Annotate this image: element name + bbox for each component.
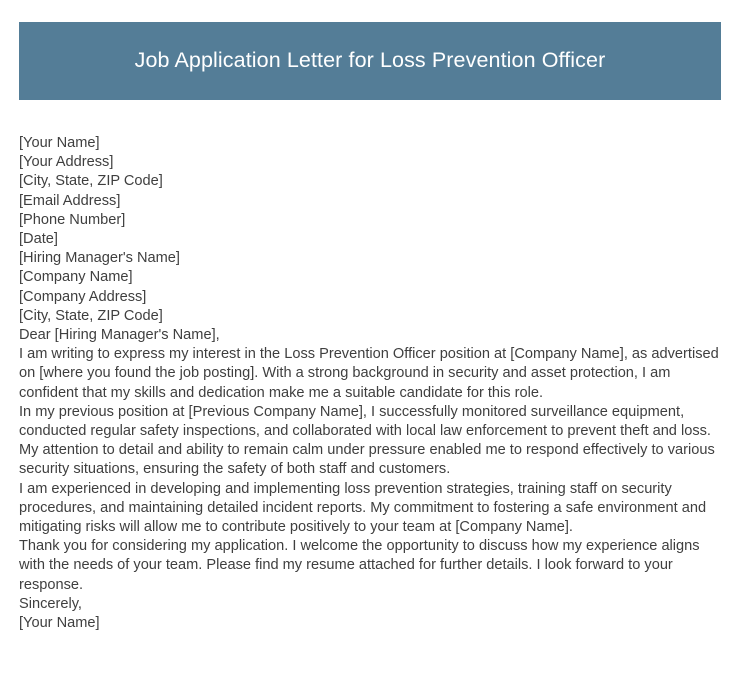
closing-line: Sincerely, — [19, 595, 82, 612]
body-paragraph-2: In my previous position at [Previous Company Name], I successfully monitored surveillance equipment, conducted regular safety inspections, and collaborated with local law enforcement to prevent theft and loss. My attention to detail and ability to remain calm under pressure enabled me to respond effectively to various security situations, ensuring the safety of both staff and customers. — [19, 403, 715, 478]
recipient-address-line: [Company Address] — [19, 288, 147, 305]
page-title: Job Application Letter for Loss Prevention Officer — [134, 48, 606, 73]
sender-phone-line: [Phone Number] — [19, 211, 126, 228]
sender-name-line: [Your Name] — [19, 135, 100, 151]
date-line: [Date] — [19, 231, 58, 248]
recipient-company-line: [Company Name] — [19, 269, 133, 286]
body-paragraph-4: Thank you for considering my application. I welcome the opportunity to discuss how my experience aligns with the needs of your team. Please find my resume attached for further details. I look forward to your response. — [19, 538, 700, 593]
recipient-city-line: [City, State, ZIP Code] — [19, 307, 163, 324]
salutation-line: Dear [Hiring Manager's Name], — [19, 327, 220, 344]
body-paragraph-1: I am writing to express my interest in the Loss Prevention Officer position at [Company Name], as advertised on [where you found the job posting]. With a strong background in security and asset protection, I am confident that my skills and dedication make me a suitable candidate for this role. — [19, 346, 719, 401]
sender-email-line: [Email Address] — [19, 192, 121, 209]
sender-city-line: [City, State, ZIP Code] — [19, 173, 163, 190]
letter-body — [19, 134, 722, 633]
recipient-name-line: [Hiring Manager's Name] — [19, 250, 180, 267]
signature-line: [Your Name] — [19, 615, 100, 632]
document-header-band — [19, 22, 721, 100]
body-paragraph-3: I am experienced in developing and implementing loss prevention strategies, training staff on security procedures, and maintaining detailed incident reports. My commitment to fostering a safe environment and mitigating risks will allow me to contribute positively to your team at [Company Name]. — [19, 480, 707, 536]
sender-address-line: [Your Address] — [19, 154, 114, 171]
